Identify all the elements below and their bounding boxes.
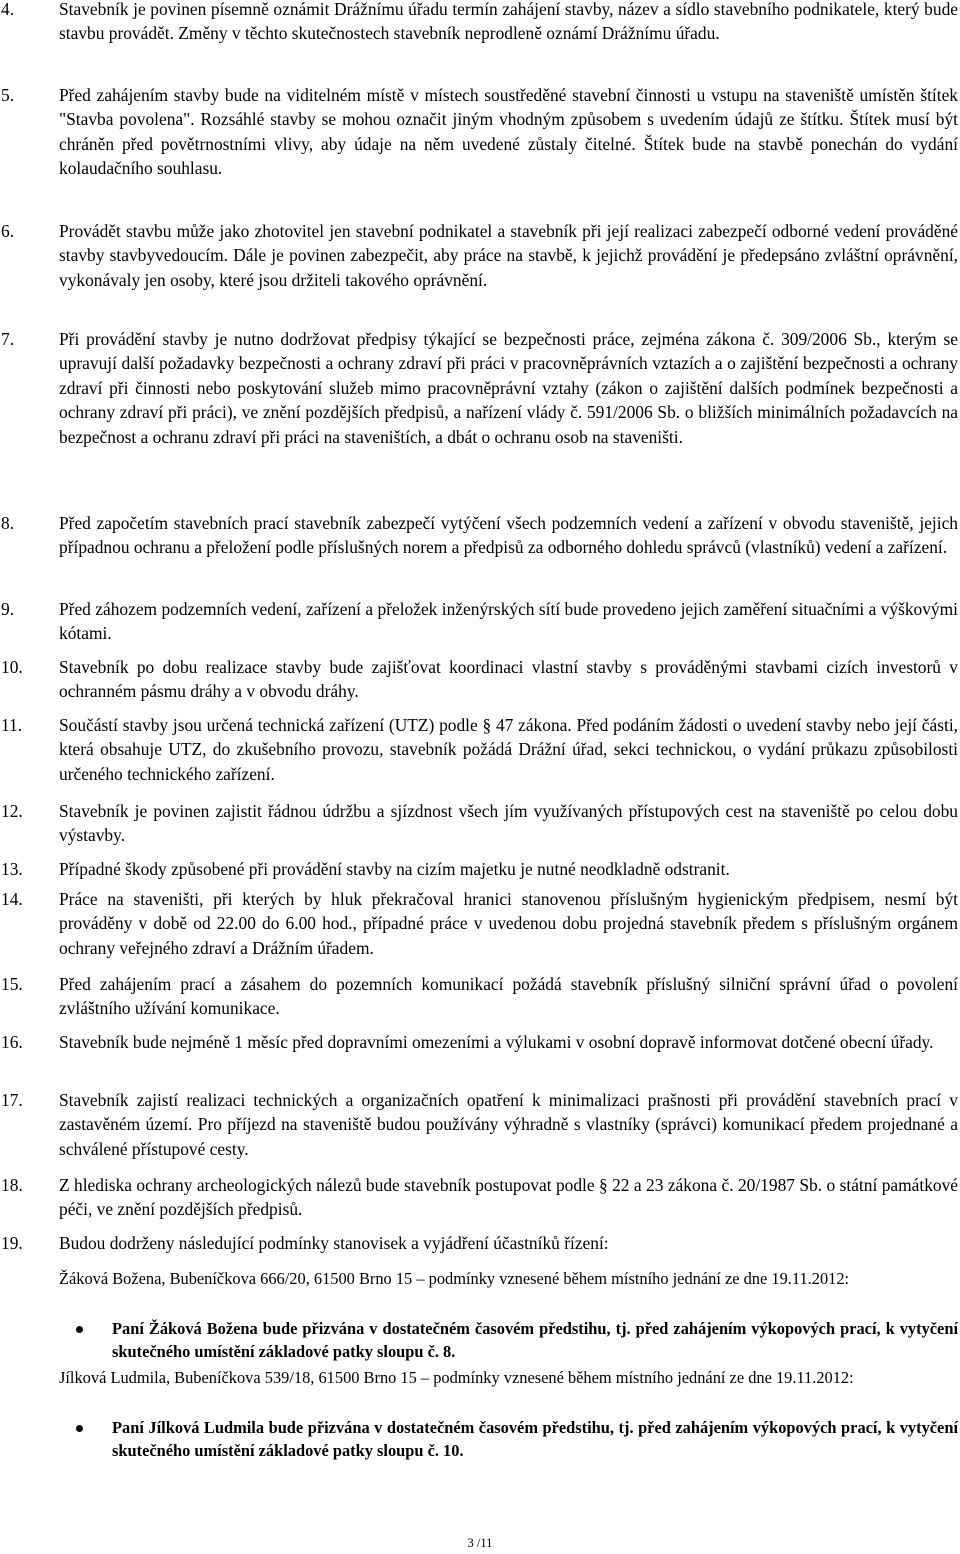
item-text: Před zahájením stavby bude na viditelném místě v místech soustředěné stavební činnosti u vstupu na staveniště umístěn štítek "Stavba povolena". Rozsáhlé stavby se mohou označit jiným vhodným způsobem s uvedením údajů ze štítku. Štítek musí být chráněn před povětrnostními vlivy, aby údaje na něm uvedené zůstaly čitelné. Štítek bude na stavbě ponechán do vydání kolaudačního souhlasu. [59,85,958,179]
item-text: Případné škody způsobené při provádění stavby na cizím majetku je nutné neodkladně odstranit. [59,859,730,879]
condition-item-10 [0,655,958,704]
item-text: Před záhozem podzemních vedení, zařízení a přeložek inženýrských sítí bude provedeno jejich zaměření situačními a výškovými kótami. [59,599,958,644]
item-number: 6. [1,221,15,241]
item-number: 9. [1,599,15,619]
page-number: 3 /11 [467,1536,493,1550]
bullet-text: Paní Žáková Božena bude přizvána v dostatečném časovém předstihu, tj. před zahájením výkopových prací, k vytyčení skutečného umístění základové patky sloupu č. 8. [112,1319,958,1361]
condition-item-4 [0,0,958,46]
item-number: 12. [1,801,23,821]
item-number: 13. [1,859,23,879]
item-number: 10. [1,657,23,677]
condition-item-13 [0,857,958,881]
bullet-text: Paní Jílková Ludmila bude přizvána v dostatečném časovém předstihu, tj. před zahájením výkopových prací, k vytyčení skutečného umístění základové patky sloupu č. 10. [112,1418,958,1460]
item-number: 15. [1,974,23,994]
item-text: Budou dodrženy následující podmínky stanovisek a vyjádření účastníků řízení: [59,1233,609,1253]
condition-item-7 [0,327,958,449]
item-text: Před zahájením prací a zásahem do pozemních komunikací požádá stavebník příslušný silniční správní úřad o povolení zvláštního užívání komunikace. [59,974,958,1019]
item-text: Stavebník po dobu realizace stavby bude zajišťovat koordinaci vlastní stavby s prováděnými stavbami cizích investorů v ochranném pásmu dráhy a v obvodu dráhy. [59,657,958,702]
item-number: 4. [1,0,15,19]
item-number: 18. [1,1175,23,1195]
condition-item-9 [0,597,958,646]
item-number: 17. [1,1090,23,1110]
item-text: Provádět stavbu může jako zhotovitel jen stavební podnikatel a stavebník při její realizaci zabezpečí odborné vedení prováděné stavby stavbyvedoucím. Dále je povinen zabezpečit, aby práce na stavbě, k jejichž provádění je předepsáno zvláštní oprávnění, vykonávaly jen osoby, které jsou držiteli takového oprávnění. [59,221,958,290]
item-text: Stavebník je povinen zajistit řádnou údržbu a sjízdnost všech jím využívaných přístupových cest na staveniště po celou dobu výstavby. [59,801,958,846]
item-text: Stavebník je povinen písemně oznámit Drážnímu úřadu termín zahájení stavby, název a sídlo stavebního podnikatele, který bude stavbu provádět. Změny v těchto skutečnostech stavebník neprodleně oznámí Drážnímu úřadu. [59,0,958,44]
item-text: Při provádění stavby je nutno dodržovat předpisy týkající se bezpečnosti práce, zejména zákona č. 309/2006 Sb., kterým se upravují další požadavky bezpečnosti a ochrany zdraví při práci v pracovněprávních vztazích a o zajištění bezpečnosti a ochrany zdraví při činnosti nebo poskytování služeb mimo pracovněprávní vztahy (zákon o zajištění dalších podmínek bezpečnosti a ochrany zdraví při práci), ve znění pozdějších předpisů, a nařízení vlády č. 591/2006 Sb. o bližších minimálních požadavcích na bezpečnost a ochranu zdraví při práci na staveništích, a dbát o ochranu osob na staveništi. [59,329,958,447]
item-number: 7. [1,329,15,349]
participant-intro-1: Žáková Božena, Bubeníčkova 666/20, 61500 Brno 15 – podmínky vznesené během místního jednání ze dne 19.11.2012: [59,1269,850,1288]
item-text: Stavebník bude nejméně 1 měsíc před dopravními omezeními a výlukami v osobní dopravě informovat dotčené obecní úřady. [59,1032,934,1052]
item-number: 16. [1,1032,23,1052]
condition-item-15 [0,972,958,1021]
item-number: 5. [1,85,15,105]
item-number: 14. [1,889,23,909]
condition-item-16 [0,1030,958,1054]
condition-item-19 [0,1231,958,1255]
item-text: Součástí stavby jsou určená technická zařízení (UTZ) podle § 47 zákona. Před podáním žádosti o uvedení stavby nebo její části, která obsahuje UTZ, do zkušebního provozu, stavebník požádá Drážní úřad, sekci technickou, o vydání průkazu způsobilosti určeného technického zařízení. [59,715,958,784]
condition-item-17 [0,1088,958,1161]
item-text: Práce na staveništi, při kterých by hluk překračoval hranici stanovenou příslušným hygienickým předpisem, nesmí být prováděny v době od 22.00 do 6.00 hod., případné práce v uvedenou dobu projedná stavebník předem s příslušným orgánem ochrany veřejného zdraví a Drážním úřadem. [59,889,958,958]
condition-item-18 [0,1173,958,1222]
item-number: 19. [1,1233,23,1253]
participant-bullet-2 [0,1417,958,1462]
item-text: Z hlediska ochrany archeologických nálezů bude stavebník postupovat podle § 22 a 23 zákona č. 20/1987 Sb. o státní památkové péči, ve znění pozdějších předpisů. [59,1175,958,1220]
participant-bullet-1 [0,1318,958,1363]
condition-item-8 [0,511,958,560]
item-number: 8. [1,513,15,533]
condition-item-11 [0,713,958,786]
condition-item-5 [0,83,958,181]
item-text: Stavebník zajistí realizaci technických a organizačních opatření k minimalizaci prašnosti při provádění stavebních prací v zastavěném území. Pro příjezd na staveniště budou používány výhradně s vlastníky (správci) komunikací předem projednané a schválené přístupové cesty. [59,1090,958,1159]
condition-item-14 [0,887,958,960]
condition-item-6 [0,219,958,292]
item-text: Před započetím stavebních prací stavebník zabezpečí vytýčení všech podzemních vedení a zařízení v obvodu staveniště, jejich případnou ochranu a přeložení podle příslušných norem a předpisů za odborného dohledu správců (vlastníků) vedení a zařízení. [59,513,958,558]
participant-intro-2: Jílková Ludmila, Bubeníčkova 539/18, 61500 Brno 15 – podmínky vznesené během místního jednání ze dne 19.11.2012: [59,1368,854,1387]
item-number: 11. [1,715,23,735]
condition-item-12 [0,799,958,848]
